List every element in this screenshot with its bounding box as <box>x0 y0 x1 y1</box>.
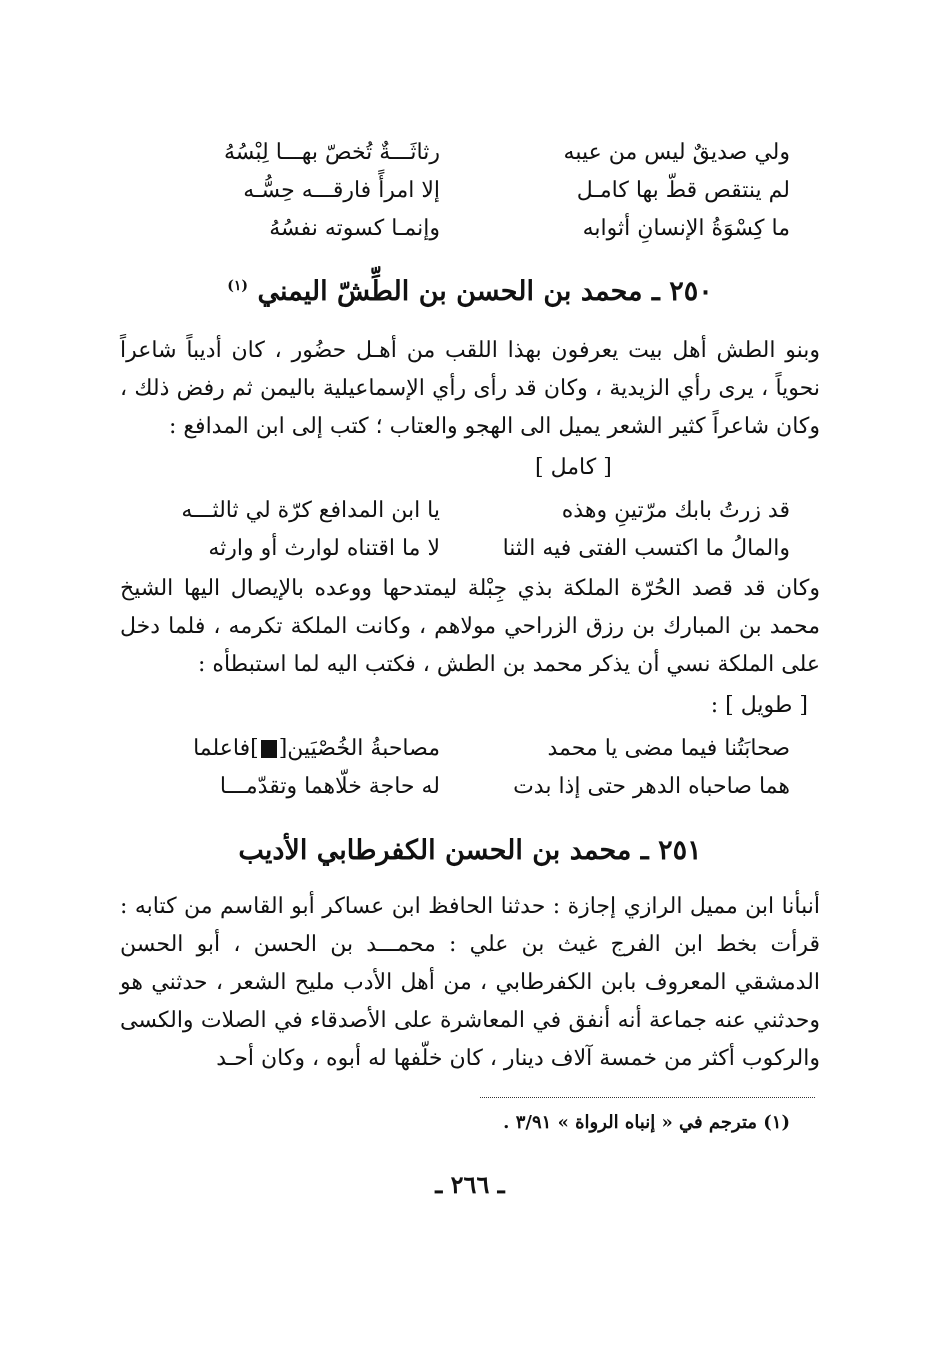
verse-hemistich: إلا امرأً فارقـــه حِسُّـه <box>243 178 440 203</box>
verse-hemistich: ولي صديقٌ ليس من عيبه <box>563 140 790 165</box>
meter-label: [ كامل ] <box>535 455 612 480</box>
verse-text: ]فاعلما <box>193 736 259 761</box>
entry-heading <box>100 276 840 307</box>
verse-hemistich: قد زرتُ بابك مرّتينِ وهذه <box>561 498 790 523</box>
body-paragraph: وبنو الطش أهل بيت يعرفون بهذا اللقب من أهـل حضُور ، كان أديباً شاعراً نحوياً ، يرى رأي الزيدية ، وكان قد رأى رأي الإسماعيلية باليمن ثم رفض ذلك ، وكان شاعراً كثير الشعر يميل الى الهجو والعتاب ؛ كتب إلى ابن المدافع : <box>120 338 820 439</box>
verse-line <box>150 531 790 567</box>
entry-heading <box>100 835 840 866</box>
body-paragraph: وكان قد قصد الحُرّة الملكة بذي جِبْلة ليمتدحها ووعده بالإيصال اليها الشيخ محمد بن المبارك بن رزق الزراحي مولاهم ، وكانت الملكة تكرمه ، فلما دخل على الملكة نسي أن يذكر محمد بن الطش ، فكتب اليه لما استبطأه : <box>120 576 820 677</box>
verse-hemistich: والمالُ ما اكتسب الفتى فيه الثنا <box>502 536 790 561</box>
verse-line <box>150 731 790 767</box>
verse-hemistich: يا ابن المدافع كرّة لي ثالثـــه <box>181 498 440 523</box>
verse-text: مصاحبةُ الخُصْيَين[ <box>278 736 440 761</box>
verse-hemistich: رثاثَـــةٌ تُخصّ بهـــا لِبْسُهُ <box>223 140 440 165</box>
verse-line <box>150 211 790 247</box>
verse-line <box>150 769 790 805</box>
verse-line <box>150 135 790 171</box>
verse-hemistich: هما صاحباه الدهر حتى إذا بدت <box>513 774 790 799</box>
verse-line <box>150 173 790 209</box>
verse-hemistich: وإنمـا كسوته نفسُهُ <box>269 216 440 241</box>
verse-hemistich: لا ما اقتناه لوارث أو وارثه <box>208 536 440 561</box>
body-paragraph: أنبأنا ابن مميل الرازي إجازة : حدثنا الحافظ ابن عساكر أبو القاسم من كتابه : قرأت بخط ابن الفرج غيث بن علي : محمـــد بن الحسن ، أبو الحسن الدمشقي المعروف بابن الكفرطابي ، من أهل الأدب مليح الشعر ، حدثني هو وحدثني عنه جماعة أنه أنفق في المعاشرة على الأصدقاء في الصلات والكسى والركوب أكثر من خمسة آلاف دينار ، كان خلّفها له أبوه ، وكان أحـد <box>120 894 820 1071</box>
redaction-mark <box>261 740 277 758</box>
verse-hemistich: له حاجة خلّاهما وتقدّمـــا <box>219 774 440 799</box>
footnote-divider <box>480 1097 815 1098</box>
verse-hemistich: ما كِسْوَةُ الإنسانِ أثوابه <box>582 216 790 241</box>
entry-title: ٢٥٠ ـ محمد بن الحسن بن الطِّشّ اليمني <box>257 276 713 307</box>
verse-line <box>150 493 790 529</box>
entry-title: ٢٥١ ـ محمد بن الحسن الكفرطابي الأديب <box>238 835 702 866</box>
meter-label: [ طويل ] : <box>710 693 808 718</box>
verse-hemistich <box>193 731 440 767</box>
page-number: ـ ٢٦٦ ـ <box>435 1170 505 1199</box>
footnote: (١) مترجم في « إنباه الرواة » ٣/٩١ . <box>503 1112 790 1133</box>
footnote-reference: (١) <box>227 278 249 294</box>
verse-hemistich: صحابَتُنا فيما مضى يا محمد <box>547 736 790 761</box>
verse-hemistich: لم ينتقص قطّ بها كامـل <box>576 178 790 203</box>
